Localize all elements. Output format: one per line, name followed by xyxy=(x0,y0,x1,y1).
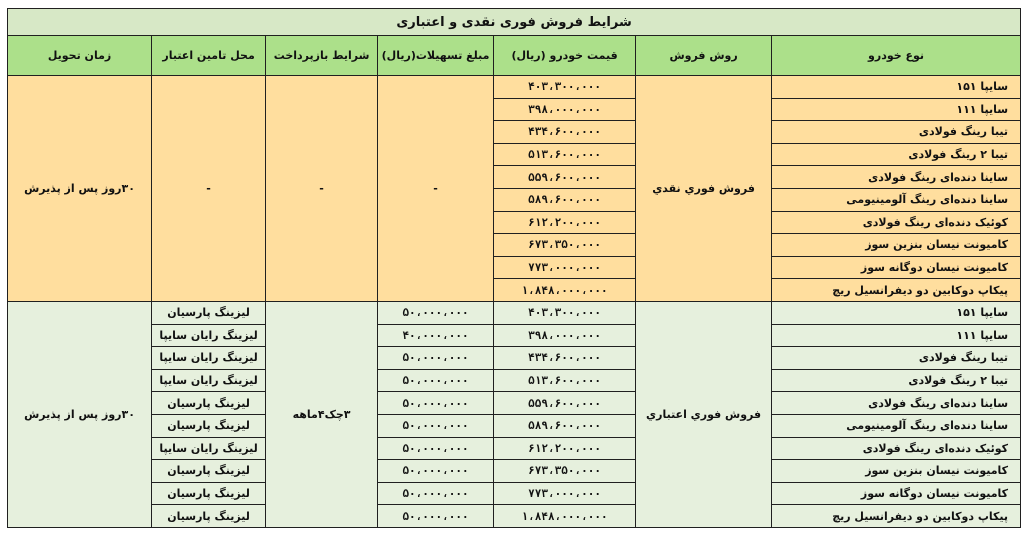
header-price: قیمت خودرو (ریال) xyxy=(494,36,636,76)
car-name: ساینا دنده‌ای رینگ آلومینیومی xyxy=(772,188,1021,211)
car-price: ۵۸۹،۶۰۰،۰۰۰ xyxy=(494,188,636,211)
header-repayment: شرایط بازپرداخت xyxy=(266,36,378,76)
car-price: ۶۱۲،۲۰۰،۰۰۰ xyxy=(494,211,636,234)
car-name: سایپا ۱۵۱ xyxy=(772,301,1021,324)
table-row xyxy=(8,505,1021,528)
facility-amount: ۵۰،۰۰۰،۰۰۰ xyxy=(378,301,494,324)
delivery-credit: ۳۰روز پس از پذیرش xyxy=(8,301,152,527)
car-name: ساینا دنده‌ای رینگ آلومینیومی xyxy=(772,414,1021,437)
credit-source: لیزینگ رایان سایپا xyxy=(152,437,266,460)
car-price: ۵۱۳،۶۰۰،۰۰۰ xyxy=(494,369,636,392)
car-price: ۵۸۹،۶۰۰،۰۰۰ xyxy=(494,414,636,437)
car-price: ۷۷۳،۰۰۰،۰۰۰ xyxy=(494,482,636,505)
credit-source-cash: - xyxy=(152,76,266,302)
table-row xyxy=(8,392,1021,415)
car-price: ۶۷۳،۳۵۰،۰۰۰ xyxy=(494,460,636,483)
facility-amount: ۴۰،۰۰۰،۰۰۰ xyxy=(378,324,494,347)
header-row xyxy=(8,36,1021,76)
car-price: ۳۹۸،۰۰۰،۰۰۰ xyxy=(494,324,636,347)
credit-source: لیزینگ پارسیان xyxy=(152,482,266,505)
table-row xyxy=(8,369,1021,392)
car-price: ۵۵۹،۶۰۰،۰۰۰ xyxy=(494,166,636,189)
car-price: ۴۰۳،۳۰۰،۰۰۰ xyxy=(494,76,636,99)
car-price: ۳۹۸،۰۰۰،۰۰۰ xyxy=(494,98,636,121)
car-name: تیبا رینگ فولادی xyxy=(772,347,1021,370)
facility-cash: - xyxy=(378,76,494,302)
table-row xyxy=(8,324,1021,347)
car-name: سایپا ۱۱۱ xyxy=(772,98,1021,121)
table-row xyxy=(8,76,1021,99)
credit-source: لیزینگ رایان سایپا xyxy=(152,324,266,347)
table-row xyxy=(8,301,1021,324)
facility-amount: ۵۰،۰۰۰،۰۰۰ xyxy=(378,414,494,437)
car-price: ۱،۸۴۸،۰۰۰،۰۰۰ xyxy=(494,505,636,528)
facility-amount: ۵۰،۰۰۰،۰۰۰ xyxy=(378,347,494,370)
car-name: کوئیک دنده‌ای رینگ فولادی xyxy=(772,437,1021,460)
car-name: پیکاپ دوکابین دو دیفرانسیل ریچ xyxy=(772,505,1021,528)
table-title: شرایط فروش فوری نقدی و اعتباری xyxy=(8,9,1021,36)
sale-method-cash: فروش فوري نقدي xyxy=(636,76,772,302)
header-credit-source: محل تامین اعتبار xyxy=(152,36,266,76)
table-row xyxy=(8,414,1021,437)
car-name: سایپا ۱۵۱ xyxy=(772,76,1021,99)
car-name: پیکاپ دوکابین دو دیفرانسیل ریچ xyxy=(772,279,1021,302)
repayment-cash: - xyxy=(266,76,378,302)
header-sale-method: روش فروش xyxy=(636,36,772,76)
header-facility: مبلغ تسهیلات(ریال) xyxy=(378,36,494,76)
car-price: ۷۷۳،۰۰۰،۰۰۰ xyxy=(494,256,636,279)
facility-amount: ۵۰،۰۰۰،۰۰۰ xyxy=(378,392,494,415)
header-car-type: نوع خودرو xyxy=(772,36,1021,76)
car-name: تیبا ۲ رینگ فولادی xyxy=(772,143,1021,166)
sales-conditions-table xyxy=(7,8,1021,528)
repayment-credit: ۳چک۴ماهه xyxy=(266,301,378,527)
delivery-cash: ۳۰روز پس از پذیرش xyxy=(8,76,152,302)
car-name: کامیونت نیسان دوگانه سوز xyxy=(772,256,1021,279)
car-price: ۱،۸۴۸،۰۰۰،۰۰۰ xyxy=(494,279,636,302)
car-name: کوئیک دنده‌ای رینگ فولادی xyxy=(772,211,1021,234)
car-name: ساینا دنده‌ای رینگ فولادی xyxy=(772,166,1021,189)
sale-method-credit: فروش فوري اعتباري xyxy=(636,301,772,527)
credit-source: لیزینگ رایان سایپا xyxy=(152,347,266,370)
credit-source: لیزینگ رایان سایپا xyxy=(152,369,266,392)
facility-amount: ۵۰،۰۰۰،۰۰۰ xyxy=(378,482,494,505)
car-name: کامیونت نیسان بنزین سوز xyxy=(772,460,1021,483)
credit-source: لیزینگ پارسیان xyxy=(152,505,266,528)
car-price: ۵۵۹،۶۰۰،۰۰۰ xyxy=(494,392,636,415)
credit-source: لیزینگ پارسیان xyxy=(152,460,266,483)
table-row xyxy=(8,460,1021,483)
table-row xyxy=(8,347,1021,370)
facility-amount: ۵۰،۰۰۰،۰۰۰ xyxy=(378,460,494,483)
credit-source: لیزینگ پارسیان xyxy=(152,301,266,324)
facility-amount: ۵۰،۰۰۰،۰۰۰ xyxy=(378,437,494,460)
credit-source: لیزینگ پارسیان xyxy=(152,392,266,415)
car-price: ۶۱۲،۲۰۰،۰۰۰ xyxy=(494,437,636,460)
credit-source: لیزینگ پارسیان xyxy=(152,414,266,437)
car-name: ساینا دنده‌ای رینگ فولادی xyxy=(772,392,1021,415)
header-delivery: زمان تحویل xyxy=(8,36,152,76)
car-price: ۴۳۴،۶۰۰،۰۰۰ xyxy=(494,347,636,370)
car-name: تیبا ۲ رینگ فولادی xyxy=(772,369,1021,392)
car-name: سایپا ۱۱۱ xyxy=(772,324,1021,347)
car-name: کامیونت نیسان دوگانه سوز xyxy=(772,482,1021,505)
table-row xyxy=(8,482,1021,505)
car-price: ۴۰۳،۳۰۰،۰۰۰ xyxy=(494,301,636,324)
car-name: تیبا رینگ فولادی xyxy=(772,121,1021,144)
car-price: ۶۷۳،۳۵۰،۰۰۰ xyxy=(494,234,636,257)
table-row xyxy=(8,437,1021,460)
car-name: کامیونت نیسان بنزین سوز xyxy=(772,234,1021,257)
facility-amount: ۵۰،۰۰۰،۰۰۰ xyxy=(378,505,494,528)
car-price: ۵۱۳،۶۰۰،۰۰۰ xyxy=(494,143,636,166)
facility-amount: ۵۰،۰۰۰،۰۰۰ xyxy=(378,369,494,392)
car-price: ۴۳۴،۶۰۰،۰۰۰ xyxy=(494,121,636,144)
